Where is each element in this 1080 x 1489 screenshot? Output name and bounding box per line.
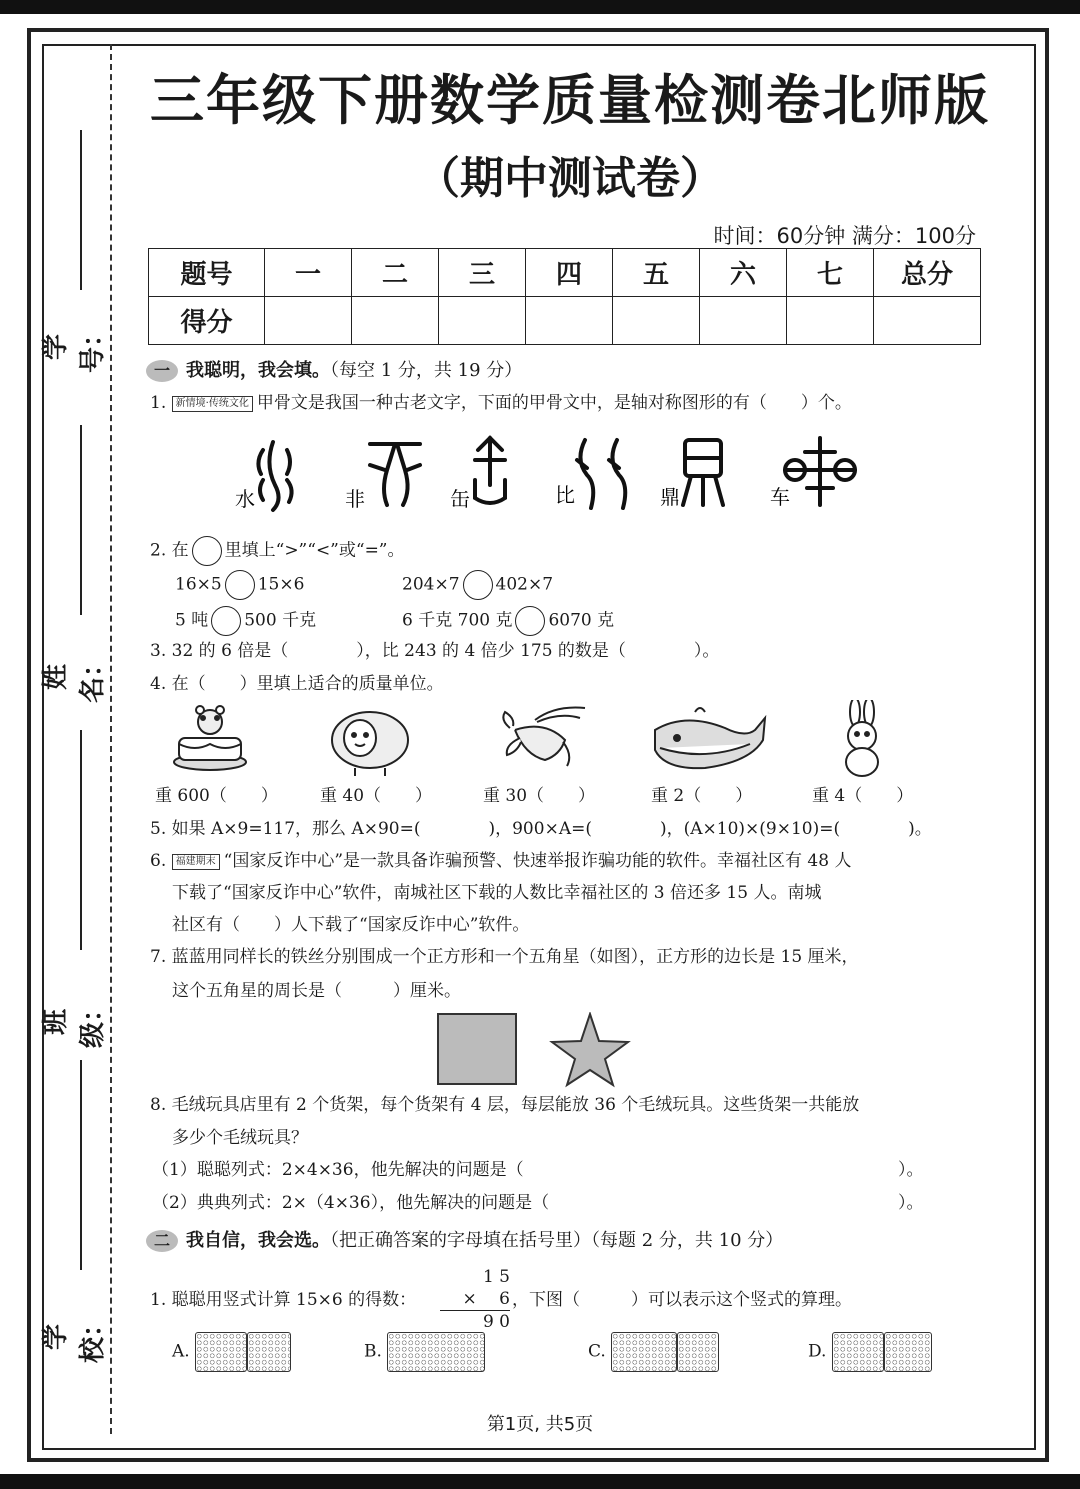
dot-grid-icon — [677, 1332, 719, 1372]
top-edge — [0, 0, 1080, 14]
score-header-cell: 三 — [439, 249, 526, 297]
question-5: 5. 如果 A×9=117，那么 A×90=( )，900×A=( )，(A×10)×(9×10)=( )。 — [150, 819, 932, 839]
glyph-label: 水 — [235, 487, 255, 511]
question-6-line: 社区有（ ）人下载了“国家反诈中心”软件。 — [172, 915, 530, 935]
side-line-1 — [80, 130, 82, 290]
option-label: D. — [808, 1341, 827, 1362]
question-8-close: ）。 — [898, 1160, 924, 1180]
glyph-label: 鼎 — [660, 485, 680, 509]
question-8-close: ）。 — [898, 1193, 924, 1213]
question-text: 里填上“>”“<”或“=”。 — [224, 540, 405, 561]
side-line-2 — [80, 425, 82, 615]
question-8: 8. 毛绒玩具店里有 2 个货架，每个货架有 4 层，每层能放 36 个毛绒玩具。这些货架一共能放 — [150, 1095, 860, 1115]
square-figure — [438, 1014, 516, 1084]
score-cell[interactable] — [352, 297, 439, 345]
cake-icon — [174, 706, 246, 770]
weight-item: 重 2（ ） — [651, 786, 753, 806]
calc-line: 9 0 — [482, 1312, 510, 1332]
compare-item — [175, 570, 304, 600]
calc-line: × 6 — [440, 1288, 510, 1311]
answer-circle[interactable] — [463, 570, 493, 600]
question-text: “国家反诈中心”是一款具备诈骗预警、快速举报诈骗功能的软件。幸福社区有 48 人 — [223, 851, 852, 871]
dot-grid-icon — [832, 1332, 884, 1372]
lobster-icon — [503, 708, 585, 767]
dot-grid-icon — [884, 1332, 932, 1372]
compare-item — [402, 606, 614, 636]
weight-item: 重 600（ ） — [155, 786, 278, 806]
score-header-cell: 五 — [613, 249, 700, 297]
score-header-cell: 题号 — [149, 249, 265, 297]
section2-question-1: 1. 聪聪用竖式计算 15×6 的得数： — [150, 1290, 417, 1310]
option-a[interactable] — [172, 1332, 291, 1372]
option-b[interactable] — [364, 1332, 485, 1372]
q7-figures — [436, 1012, 636, 1088]
question-4: 4. 在（ ）里填上适合的质量单位。 — [150, 674, 444, 694]
score-header-cell: 六 — [700, 249, 787, 297]
score-cell[interactable] — [874, 297, 981, 345]
blank-circle[interactable] — [192, 536, 222, 566]
answer-circle[interactable] — [225, 570, 255, 600]
glyph-water-icon — [269, 442, 278, 510]
answer-circle[interactable] — [515, 606, 545, 636]
section-title: 我聪明，我会填。 — [186, 360, 330, 381]
question-6-line: 下载了“国家反诈中心”软件，南城社区下载的人数比幸福社区的 3 倍还多 15 人。南城 — [172, 883, 822, 903]
section-title: 我自信，我会选。 — [186, 1230, 330, 1251]
question-2 — [150, 536, 405, 566]
compare-left: 16×5 — [175, 574, 222, 595]
page-title: 三年级下册数学质量检测卷北师版 — [150, 69, 990, 132]
oracle-glyphs — [225, 430, 885, 520]
page-footer: 第1页, 共5页 — [486, 1414, 594, 1435]
glyph-label: 比 — [555, 483, 575, 507]
glyph-bi-icon — [580, 440, 593, 508]
option-label: A. — [172, 1341, 190, 1362]
option-d[interactable] — [808, 1332, 932, 1372]
score-row-label: 得分 — [149, 297, 265, 345]
question-tag: 福建期末 — [172, 854, 220, 870]
compare-left: 204×7 — [402, 574, 460, 595]
option-label: B. — [364, 1341, 382, 1362]
vertical-calc — [440, 1266, 510, 1333]
q4-pictures — [165, 700, 905, 782]
question-text: 甲骨文是我国一种古老文字，下面的甲骨文中，是轴对称图形的有（ ）个。 — [256, 393, 852, 413]
side-label-id: 学号： — [41, 321, 108, 374]
score-cell[interactable] — [526, 297, 613, 345]
score-cell[interactable] — [613, 297, 700, 345]
question-3: 3. 32 的 6 倍是（ ），比 243 的 4 倍少 175 的数是（ ）。 — [150, 641, 720, 661]
section2-question-1-cont: ，下图（ ）可以表示这个竖式的算理。 — [512, 1290, 852, 1310]
score-cell[interactable] — [787, 297, 874, 345]
question-text: 2. 在 — [150, 540, 189, 561]
score-table — [148, 248, 981, 345]
star-figure — [552, 1014, 628, 1085]
rabbit-icon — [846, 700, 878, 776]
section-2-header — [146, 1226, 783, 1252]
binding-dashed-line — [110, 44, 112, 1434]
score-header-cell: 四 — [526, 249, 613, 297]
score-cell[interactable] — [700, 297, 787, 345]
compare-left: 6 千克 700 克 — [402, 610, 513, 631]
bottom-edge — [0, 1474, 1080, 1489]
glyph-fei-icon — [370, 444, 395, 505]
score-cell[interactable] — [439, 297, 526, 345]
compare-right: 402×7 — [495, 574, 554, 595]
section-note: （把正确答案的字母填在括号里）（每题 2 分，共 10 分） — [330, 1230, 784, 1251]
compare-left: 5 吨 — [175, 610, 209, 631]
compare-item — [175, 606, 316, 636]
side-line-4 — [80, 1060, 82, 1270]
page-subtitle: （期中测试卷） — [416, 153, 724, 204]
glyph-label: 非 — [345, 487, 365, 511]
section-badge: 二 — [146, 1230, 178, 1252]
calc-line: 1 5 — [482, 1267, 510, 1287]
question-7: 7. 蓝蓝用同样长的铁丝分别围成一个正方形和一个五角星（如图），正方形的边长是 15 厘米， — [150, 947, 859, 967]
option-label: C. — [588, 1341, 606, 1362]
side-label-name: 姓名： — [41, 651, 108, 704]
side-line-3 — [80, 730, 82, 950]
glyph-label: 车 — [770, 485, 790, 509]
weight-item: 重 4（ ） — [812, 786, 914, 806]
compare-item — [402, 570, 553, 600]
question-1 — [150, 390, 950, 416]
score-header-cell: 一 — [265, 249, 352, 297]
whale-icon — [655, 708, 765, 768]
score-cell[interactable] — [265, 297, 352, 345]
weight-item: 重 30（ ） — [483, 786, 596, 806]
compare-right: 500 千克 — [244, 610, 317, 631]
section-badge: 一 — [146, 360, 178, 382]
question-7-line: 这个五角星的周长是（ ）厘米。 — [172, 981, 461, 1001]
compare-right: 6070 克 — [548, 610, 615, 631]
side-label-school: 学校： — [41, 1311, 108, 1364]
glyph-label: 缶 — [450, 487, 470, 511]
question-tag: 新情境·传统文化 — [172, 396, 253, 412]
dot-grid-icon — [611, 1332, 677, 1372]
side-label-class: 班级： — [41, 996, 108, 1049]
weight-item: 重 40（ ） — [320, 786, 433, 806]
section-1-header — [146, 356, 522, 382]
dot-grid-icon — [387, 1332, 485, 1372]
dot-grid-icon — [247, 1332, 291, 1372]
answer-circle[interactable] — [211, 606, 241, 636]
dot-grid-icon — [195, 1332, 247, 1372]
section-note: （每空 1 分，共 19 分） — [330, 360, 523, 381]
sheep-icon — [332, 712, 408, 776]
option-c[interactable] — [588, 1332, 719, 1372]
question-number: 1. — [150, 393, 167, 413]
compare-right: 15×6 — [257, 574, 305, 595]
time-info: 时间：60分钟 满分：100分 — [713, 224, 976, 248]
score-header-cell: 二 — [352, 249, 439, 297]
question-8-line: 多少个毛绒玩具？ — [172, 1128, 308, 1148]
question-8-sub1: （1）聪聪列式：2×4×36，他先解决的问题是（ — [152, 1160, 524, 1180]
score-header-cell: 七 — [787, 249, 874, 297]
question-8-sub2: （2）典典列式：2×（4×36），他先解决的问题是（ — [152, 1193, 550, 1213]
score-header-cell: 总分 — [874, 249, 981, 297]
question-6: 6. 福建期末 “国家反诈中心”是一款具备诈骗预警、快速举报诈骗功能的软件。幸福社区有 48 人 — [150, 851, 852, 871]
